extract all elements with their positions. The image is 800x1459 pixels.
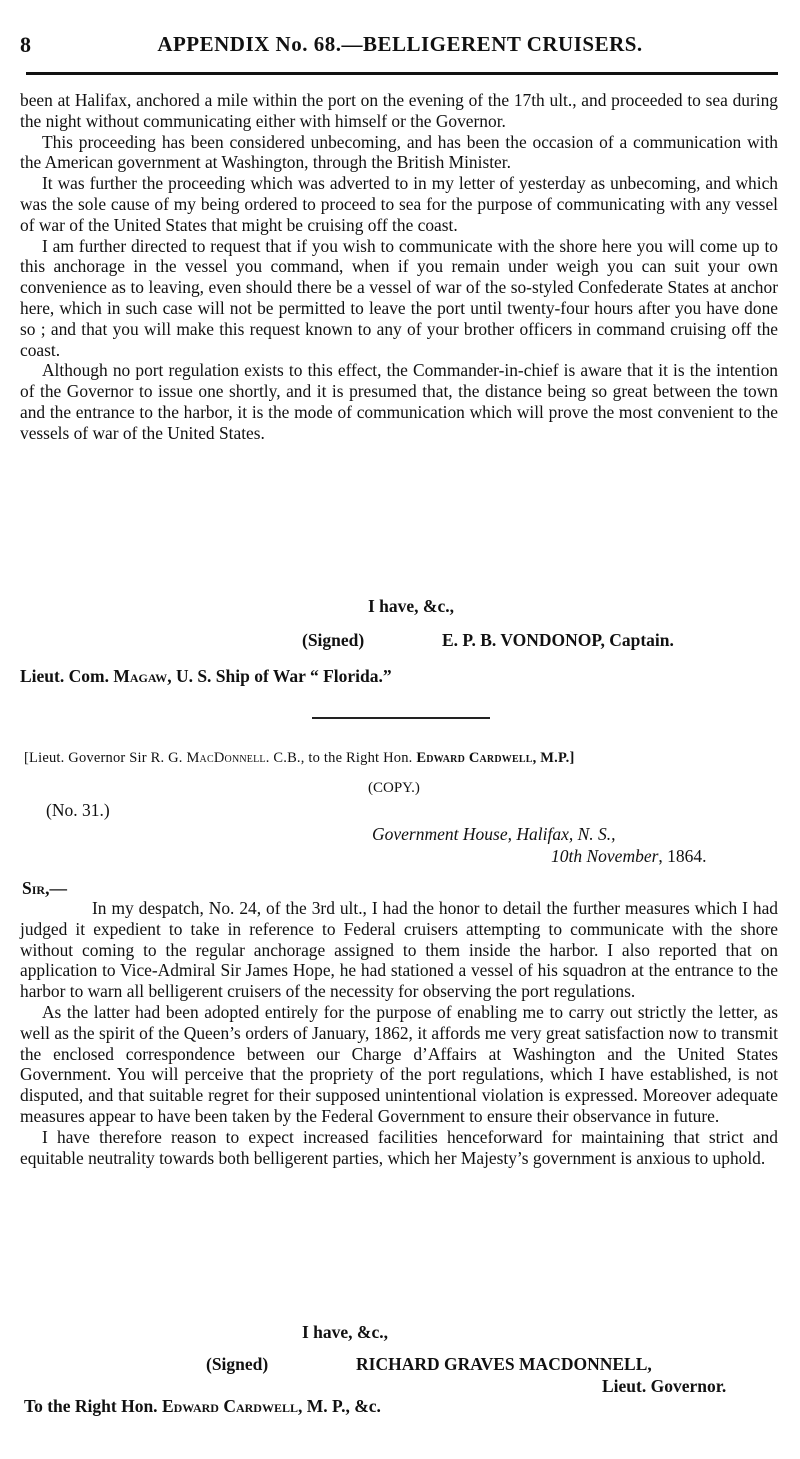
heading-prefix: [Lieut. Governor Sir R. G. <box>24 750 183 766</box>
heading-mid: . C.B., to the Right Hon. <box>265 750 413 766</box>
date-year: , 1864. <box>658 846 707 866</box>
date-day: 10th November <box>551 846 659 866</box>
letter2-signer-title: Lieut. Governor. <box>602 1376 727 1396</box>
letter2-addressee <box>24 1396 381 1417</box>
header-rule <box>26 72 778 75</box>
letter2-place: Government House, Halifax, N. S., <box>372 824 616 844</box>
addressee-prefix: To the Right Hon. <box>24 1396 158 1416</box>
heading-name1: MacDonnell <box>186 750 266 766</box>
salutation: Sir,— <box>22 878 67 898</box>
section-divider <box>312 717 490 719</box>
letter2-paragraph: In my despatch, No. 24, of the 3rd ult., I had the honor to detail the further measures which I had judged it expedient to take in reference to Federal cruisers attempting to communicate with the shore without coming to the regular anchorage assigned to them inside the harbor. I also reported that on application to Vice-Admiral Sir James Hope, he had stationed a vessel of his squadron at the entrance to the harbor to warn all belligerent cruisers of the necessity for observing the port regulations. <box>20 898 778 1002</box>
running-title: APPENDIX No. 68.—BELLIGERENT CRUISERS. <box>157 32 643 56</box>
letter2-date <box>551 846 707 867</box>
letter1-signed-label: (Signed) <box>302 630 365 650</box>
addressee-suffix: , M. P., &c. <box>297 1396 381 1416</box>
addressee-suffix: , U. S. Ship of War “ Florida.” <box>167 666 392 686</box>
letter1-signer: E. P. B. VONDONOP, Captain. <box>442 630 674 650</box>
heading-suffix: , M.P.] <box>532 750 575 766</box>
letter2-paragraph: As the latter had been adopted entirely for the purpose of enabling me to carry out strictly the letter, as well as the spirit of the Queen’s orders of January, 1862, it affords me very great satisfaction now to transmit the enclosed correspondence between our Charge d’Affairs at Washington and the United States Government. You will perceive that the propriety of the port regulations, which I have established, is not disputed, and that suitable regret for their supposed unintentional violation is expressed. Moreover adequate measures appear to have been taken by the Federal Government to ensure their observance in future. <box>20 1001 778 1126</box>
page-number: 8 <box>20 32 31 57</box>
letter1-paragraph: It was further the proceeding which was adverted to in my letter of yesterday as unbecoming, and which was the sole cause of my being ordered to proceed to sea for the purpose of communicating with any vessel of war of the United States that might be cruising off the coast. <box>20 173 778 235</box>
page-header <box>20 32 780 62</box>
addressee-name: Edward Cardwell <box>161 1396 298 1416</box>
letter2-paragraph: I have therefore reason to expect increased facilities henceforward for maintaining that strict and equitable neutrality towards both belligerent parties, which her Majesty’s government is anxious to uphold. <box>20 1126 778 1168</box>
letter1-paragraph: I am further directed to request that if you wish to communicate with the shore here you will come up to this anchorage in the vessel you command, when if you remain under weigh you can suit your own convenience as to leaving, even should there be a vessel of war of the so-styled Confederate States at anchor here, which in such case will not be permitted to leave the port until twenty-four hours after you have done so ; and that you will make this request known to any of your brother officers in command cruising off the coast. <box>20 235 778 360</box>
letter1-body <box>20 90 778 444</box>
heading-name2: Edward Cardwell <box>416 750 533 766</box>
letter2-body <box>20 898 778 1168</box>
letter1-addressee <box>20 666 392 687</box>
addressee-prefix: Lieut. Com. <box>20 666 109 686</box>
despatch-number: (No. 31.) <box>46 800 110 820</box>
letter1-closing: I have, &c., <box>368 596 455 616</box>
addressee-name: Magaw <box>113 666 168 686</box>
letter2-closing: I have, &c., <box>302 1322 389 1342</box>
letter2-signer: RICHARD GRAVES MACDONNELL, <box>356 1354 652 1374</box>
letter2-signed-label: (Signed) <box>206 1354 269 1374</box>
letter1-paragraph: This proceeding has been considered unbecoming, and has been the occasion of a communication with the American government at Washington, through the British Minister. <box>20 131 778 173</box>
copy-label: (COPY.) <box>368 780 420 796</box>
letter2-heading <box>24 750 575 767</box>
letter1-paragraph: been at Halifax, anchored a mile within the port on the evening of the 17th ult., and proceeded to sea during the night without communicating either with himself or the Governor. <box>20 90 778 131</box>
letter1-paragraph: Although no port regulation exists to this effect, the Commander-in-chief is aware that it is the intention of the Governor to issue one shortly, and it is presumed that, the distance being so great between the town and the entrance to the harbor, it is the mode of communication which will prove the most convenient to the vessels of war of the United States. <box>20 360 778 443</box>
